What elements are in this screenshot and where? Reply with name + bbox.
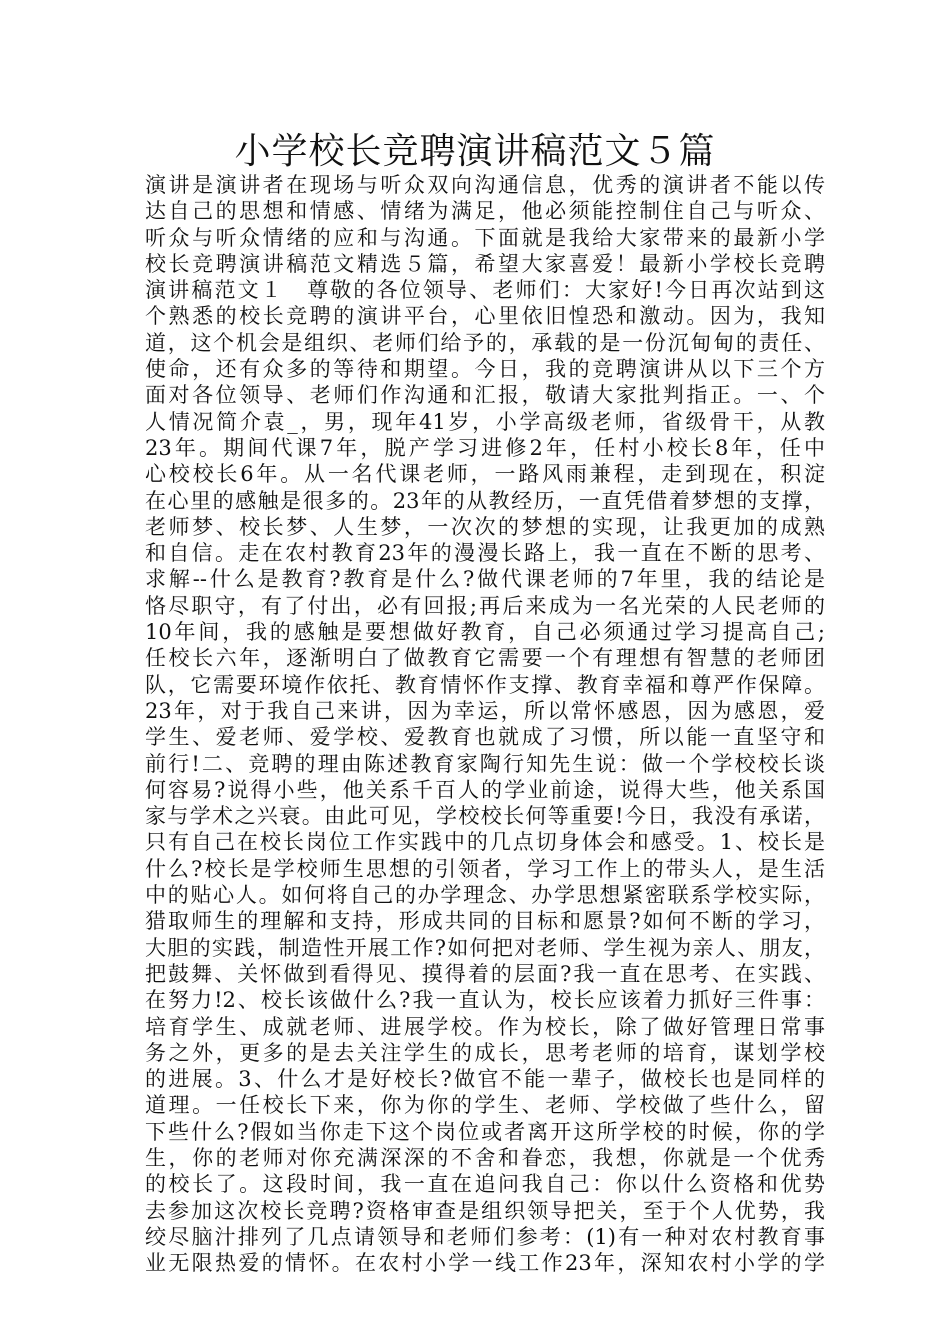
body-line: 务之外，更多的是去关注学生的成长，思考老师的培育，谋划学校 xyxy=(145,1040,825,1065)
body-line: 心校校长6年。从一名代课老师，一路风雨兼程，走到现在，积淀 xyxy=(145,462,825,487)
body-line: 恪尽职守，有了付出，必有回报;再后来成为一名光荣的人民老师的 xyxy=(145,593,825,618)
body-line: 面对各位领导、老师们作沟通和汇报，敬请大家批判指正。一、个 xyxy=(145,383,825,408)
body-line: 校长竞聘演讲稿范文精选５篇，希望大家喜爱！最新小学校长竞聘 xyxy=(145,251,825,276)
body-line: 演讲稿范文１ 尊敬的各位领导、老师们：大家好!今日再次站到这 xyxy=(145,278,825,303)
body-line: 下些什么?假如当你走下这个岗位或者离开这所学校的时候，你的学 xyxy=(145,1119,825,1144)
body-line: 听众与听众情绪的应和与沟通。下面就是我给大家带来的最新小学 xyxy=(145,225,825,250)
body-line: 和自信。走在农村教育23年的漫漫长路上，我一直在不断的思考、 xyxy=(145,541,825,566)
body-line: 在努力!2、校长该做什么?我一直认为，校长应该着力抓好三件事： xyxy=(145,988,825,1013)
body-line: 前行!二、竞聘的理由陈述教育家陶行知先生说：做一个学校校长谈 xyxy=(145,751,825,776)
body-line: 个熟悉的校长竞聘的演讲平台，心里依旧惶恐和激动。因为，我知 xyxy=(145,304,825,329)
body-line: 家与学术之兴衰。由此可见，学校校长何等重要!今日，我没有承诺， xyxy=(145,804,825,829)
body-line: 培育学生、成就老师、进展学校。作为校长，除了做好管理日常事 xyxy=(145,1014,825,1039)
body-line: 只有自己在校长岗位工作实践中的几点切身体会和感受。1、校长是 xyxy=(145,830,825,855)
body-line: 绞尽脑汁排列了几点请领导和老师们参考：(1)有一种对农村教育事 xyxy=(145,1224,825,1249)
body-line: 业无限热爱的情怀。在农村小学一线工作23年，深知农村小学的学 xyxy=(145,1251,825,1276)
body-line: 在心里的感触是很多的。23年的从教经历，一直凭借着梦想的支撑， xyxy=(145,488,825,513)
body-line: 演讲是演讲者在现场与听众双向沟通信息，优秀的演讲者不能以传 xyxy=(145,173,825,197)
body-line: 道理。一任校长下来，你为你的学生、老师、学校做了些什么，留 xyxy=(145,1093,825,1118)
body-line: 人情况简介袁_，男，现年41岁，小学高级老师，省级骨干，从教 xyxy=(145,409,825,434)
body-line: 去参加这次校长竞聘?资格审查是组织领导把关，至于个人优势，我 xyxy=(145,1198,825,1223)
body-line: 猎取师生的理解和支持，形成共同的目标和愿景?如何不断的学习， xyxy=(145,909,825,934)
body-line: 生，你的老师对你充满深深的不舍和眷恋，我想，你就是一个优秀 xyxy=(145,1145,825,1170)
body-line: 什么?校长是学校师生思想的引领者，学习工作上的带头人，是生活 xyxy=(145,856,825,881)
body-line: 的进展。3、什么才是好校长?做官不能一辈子，做校长也是同样的 xyxy=(145,1067,825,1092)
body-line: 的校长了。这段时间，我一直在追问我自己：你以什么资格和优势 xyxy=(145,1172,825,1197)
body-line: 中的贴心人。如何将自己的办学理念、办学思想紧密联系学校实际， xyxy=(145,883,825,908)
body-text xyxy=(145,172,825,1276)
body-line: 任校长六年，逐渐明白了做教育它需要一个有理想有智慧的老师团 xyxy=(145,646,825,671)
body-line: 大胆的实践，制造性开展工作?如何把对老师、学生视为亲人、朋友， xyxy=(145,935,825,960)
body-line: 使命，还有众多的等待和期望。今日，我的竞聘演讲从以下三个方 xyxy=(145,357,825,382)
page-title: 小学校长竞聘演讲稿范文５篇 xyxy=(234,131,716,172)
body-line: 23年。期间代课7年，脱产学习进修2年，任村小校长8年，任中 xyxy=(145,435,825,460)
body-line: 道，这个机会是组织、老师们给予的，承载的是一份沉甸甸的责任、 xyxy=(145,330,825,355)
body-line: 把鼓舞、关怀做到看得见、摸得着的层面?我一直在思考、在实践、 xyxy=(145,961,825,986)
body-line: 23年，对于我自己来讲，因为幸运，所以常怀感恩，因为感恩，爱 xyxy=(145,698,825,723)
body-line: 求解--什么是教育?教育是什么?做代课老师的7年里，我的结论是 xyxy=(145,567,825,592)
body-line: 队，它需要环境作依托、教育情怀作支撑、教育幸福和尊严作保障。 xyxy=(145,672,825,697)
body-line: 达自己的思想和情感、情绪为满足，他必须能控制住自己与听众、 xyxy=(145,199,825,224)
body-line: 10年间，我的感触是要想做好教育，自己必须通过学习提高自己; xyxy=(145,620,825,645)
body-line: 学生、爱老师、爱学校、爱教育也就成了习惯，所以能一直坚守和 xyxy=(145,725,825,750)
body-line: 何容易?说得小些，他关系千百人的学业前途，说得大些，他关系国 xyxy=(145,777,825,802)
body-line: 老师梦、校长梦、人生梦，一次次的梦想的实现，让我更加的成熟 xyxy=(145,514,825,539)
